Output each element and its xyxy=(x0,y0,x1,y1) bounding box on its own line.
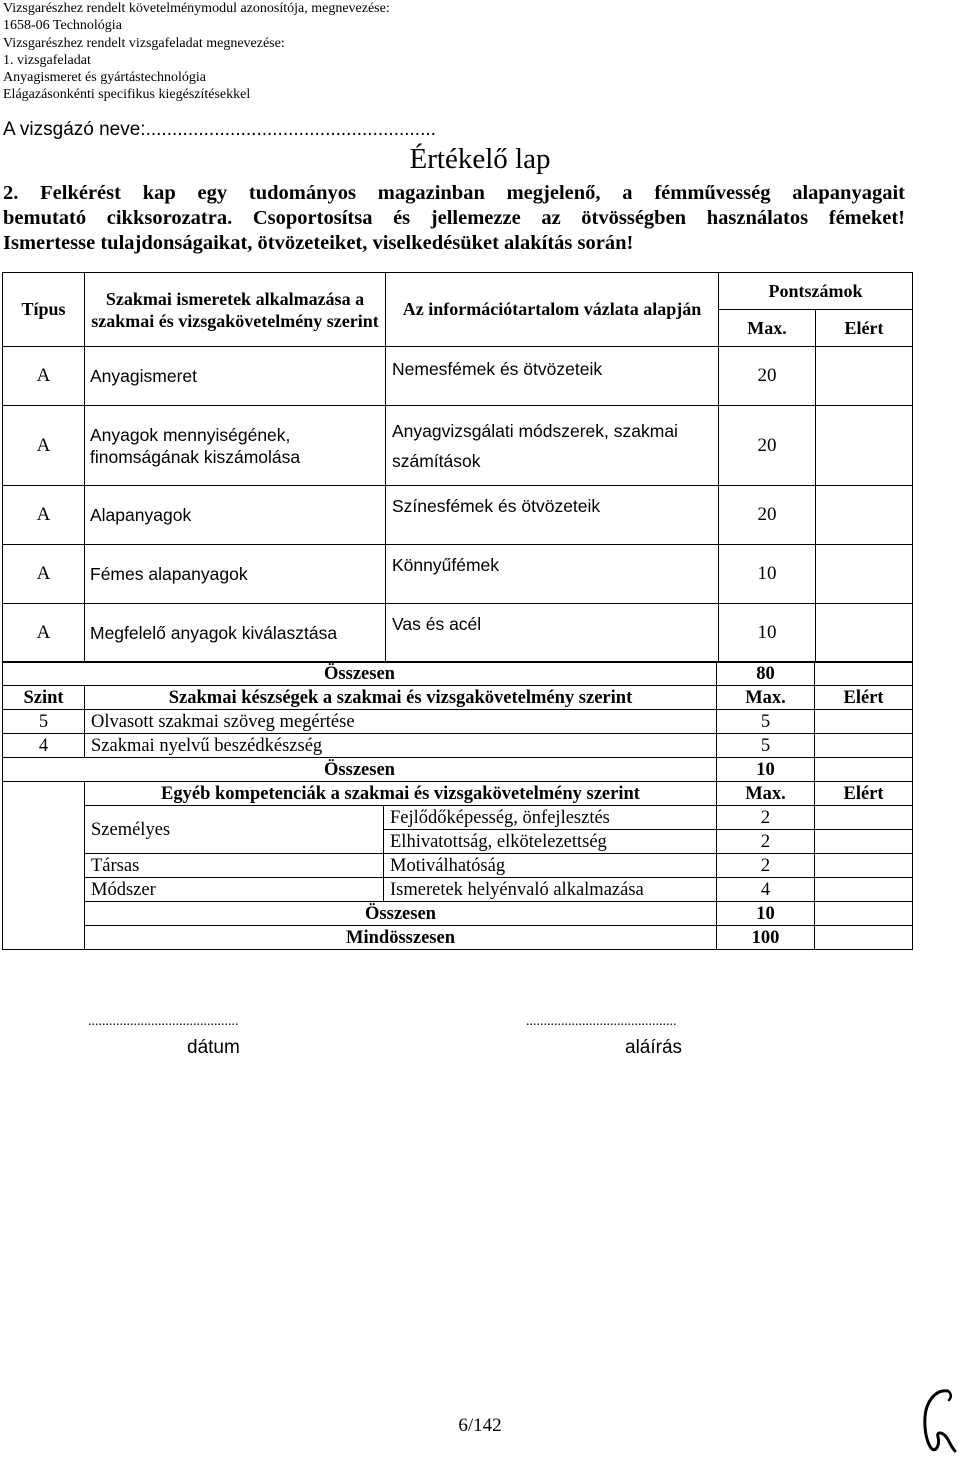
table-row xyxy=(3,710,913,734)
total-row xyxy=(3,662,913,686)
skills-table xyxy=(2,661,913,950)
achieved-header: Elért xyxy=(815,782,913,806)
total-label: Összesen xyxy=(3,758,717,782)
header-line: 1. vizsgafeladat xyxy=(3,52,91,68)
empty-cell xyxy=(3,782,85,950)
achieved-cell[interactable] xyxy=(815,710,913,734)
achieved-cell[interactable] xyxy=(816,486,913,545)
header-line: 1658-06 Technológia xyxy=(3,18,122,34)
max-cell: 5 xyxy=(717,734,815,758)
max-cell: 2 xyxy=(717,806,815,830)
achieved-cell[interactable] xyxy=(815,806,913,830)
level-header: Szint xyxy=(3,686,85,710)
achieved-cell[interactable] xyxy=(815,926,913,950)
skill-cell: Megfelelő anyagok kiválasztása xyxy=(85,604,386,663)
type-cell: A xyxy=(3,406,85,486)
max-cell: 5 xyxy=(717,710,815,734)
total-value: 10 xyxy=(717,902,815,926)
task-description xyxy=(3,181,905,256)
max-cell: 10 xyxy=(719,604,816,663)
type-header: Típus xyxy=(3,273,85,347)
type-cell: A xyxy=(3,486,85,545)
competence-cell: Motiválhatóság xyxy=(384,854,717,878)
competence-cell: Elhivatottság, elkötelezettség xyxy=(384,830,717,854)
skill-cell: Alapanyagok xyxy=(85,486,386,545)
signature-label: aláírás xyxy=(625,1037,683,1058)
max-cell: 2 xyxy=(717,854,815,878)
grand-total-value: 100 xyxy=(717,926,815,950)
achieved-cell[interactable] xyxy=(815,878,913,902)
type-cell: A xyxy=(3,347,85,406)
max-cell: 20 xyxy=(719,486,816,545)
table-row xyxy=(3,406,913,486)
competence-cell: Ismeretek helyénvaló alkalmazása xyxy=(384,878,717,902)
achieved-cell[interactable] xyxy=(815,854,913,878)
achieved-cell[interactable] xyxy=(815,830,913,854)
max-header: Max. xyxy=(717,782,815,806)
total-row xyxy=(3,758,913,782)
document-header xyxy=(3,0,390,104)
total-label: Összesen xyxy=(3,662,717,686)
skill-cell: Anyagok mennyiségének, finomságának kiszámolása xyxy=(85,406,386,486)
achieved-header: Elért xyxy=(816,310,913,347)
task-line: 2. Felkérést kap egy tudományos magazinban megjelenő, a fémművesség alapanyagait xyxy=(3,182,905,204)
category-cell: Személyes xyxy=(85,806,384,854)
table-row xyxy=(3,734,913,758)
achieved-cell[interactable] xyxy=(815,662,913,686)
page-title: Értékelő lap xyxy=(409,143,551,175)
info-cell: Színesfémek és ötvözeteik xyxy=(386,486,719,545)
grand-total-row xyxy=(3,926,913,950)
skill-cell: Szakmai nyelvű beszédkészség xyxy=(85,734,717,758)
header-line: Vizsgarészhez rendelt vizsgafeladat megnevezése: xyxy=(3,35,285,51)
total-value: 80 xyxy=(717,662,815,686)
skill-cell: Olvasott szakmai szöveg megértése xyxy=(85,710,717,734)
category-cell: Módszer xyxy=(85,878,384,902)
table-row xyxy=(3,854,913,878)
achieved-cell[interactable] xyxy=(816,545,913,604)
achieved-cell[interactable] xyxy=(816,406,913,486)
level-cell: 4 xyxy=(3,734,85,758)
date-dots: ........................................... xyxy=(88,1014,239,1029)
table-row xyxy=(3,878,913,902)
max-header: Max. xyxy=(719,310,816,347)
info-cell: Anyagvizsgálati módszerek, szakmai számítások xyxy=(386,406,719,486)
skills-header: Szakmai készségek a szakmai és vizsgakövetelmény szerint xyxy=(85,686,717,710)
type-cell: A xyxy=(3,545,85,604)
info-header: Az információtartalom vázlata alapján xyxy=(386,273,719,347)
info-cell: Nemesfémek és ötvözeteik xyxy=(386,347,719,406)
handwritten-signature-mark xyxy=(918,1385,958,1457)
other-header-row xyxy=(3,782,913,806)
max-cell: 20 xyxy=(719,406,816,486)
table-row xyxy=(3,347,913,406)
achieved-cell[interactable] xyxy=(815,734,913,758)
header-line: Anyagismeret és gyártástechnológia xyxy=(3,70,206,86)
max-cell: 4 xyxy=(717,878,815,902)
skill-cell: Fémes alapanyagok xyxy=(85,545,386,604)
table-row xyxy=(3,604,913,663)
total-value: 10 xyxy=(717,758,815,782)
achieved-cell[interactable] xyxy=(815,758,913,782)
total-row xyxy=(3,902,913,926)
max-cell: 10 xyxy=(719,545,816,604)
header-line: Vizsgarészhez rendelt követelménymodul azonosítója, megnevezése: xyxy=(3,1,390,16)
skill-header: Szakmai ismeretek alkalmazása a szakmai és vizsgakövetelmény szerint xyxy=(85,273,386,347)
table-row xyxy=(3,545,913,604)
achieved-cell[interactable] xyxy=(816,604,913,663)
achieved-cell[interactable] xyxy=(815,902,913,926)
achieved-cell[interactable] xyxy=(816,347,913,406)
competence-cell: Fejlődőképesség, önfejlesztés xyxy=(384,806,717,830)
table-row xyxy=(3,806,913,830)
skill-cell: Anyagismeret xyxy=(85,347,386,406)
info-cell: Könnyűfémek xyxy=(386,545,719,604)
other-header: Egyéb kompetenciák a szakmai és vizsgakövetelmény szerint xyxy=(85,782,717,806)
total-label: Összesen xyxy=(85,902,717,926)
page-number: 6/142 xyxy=(458,1415,502,1436)
task-line: bemutató cikksorozatra. Csoportosítsa és jellemezze az ötvösségben használatos fémeket! xyxy=(3,207,905,229)
max-header: Max. xyxy=(717,686,815,710)
points-header: Pontszámok xyxy=(719,273,913,310)
header-line: Elágazásonkénti specifikus kiegészítésekkel xyxy=(3,87,251,103)
max-cell: 2 xyxy=(717,830,815,854)
achieved-header: Elért xyxy=(815,686,913,710)
info-cell: Vas és acél xyxy=(386,604,719,663)
knowledge-table xyxy=(2,272,913,663)
examinee-name-field: A vizsgázó neve:....................................................... xyxy=(3,119,436,140)
task-line: Ismertesse tulajdonságaikat, ötvözeteiket, viselkedésüket alakítás során! xyxy=(3,232,634,254)
table-row xyxy=(3,486,913,545)
date-label: dátum xyxy=(187,1037,240,1058)
max-cell: 20 xyxy=(719,347,816,406)
category-cell: Társas xyxy=(85,854,384,878)
grand-total-label: Mindösszesen xyxy=(85,926,717,950)
level-cell: 5 xyxy=(3,710,85,734)
sign-dots: ........................................... xyxy=(526,1014,677,1029)
skills-header-row xyxy=(3,686,913,710)
type-cell: A xyxy=(3,604,85,663)
